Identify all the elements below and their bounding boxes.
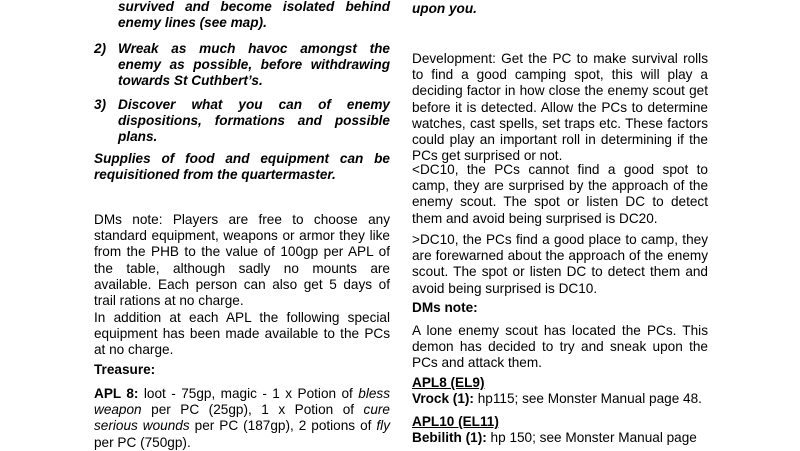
development-text: Development: Get the PC to make survival rolls to find a good camping spot, this will play a deciding factor in how close the enemy scout get before it is detected. Allow the PCs to determine watches, cast spells, set traps etc. These factors could play an important roll in determining if the PCs get surprised or not.: [412, 51, 708, 164]
apl8-heading: APL8 (EL9): [412, 375, 485, 390]
objective-1-continuation: survived and become isolated behind enemy lines (see map).: [118, 0, 390, 31]
objective-3: [94, 97, 390, 146]
vrock-label: Vrock (1):: [412, 391, 474, 406]
apl10-heading: APL10 (EL11): [412, 414, 499, 429]
vrock-stat: Vrock (1): hp115; see Monster Manual page 48.: [412, 391, 702, 406]
special-equipment-note: In addition at each APL the following special equipment has been made available to the PCs at no charge.: [94, 310, 390, 358]
scout-text: A lone enemy scout has located the PCs. This demon has decided to try and sneak upon the PCs and attack them.: [412, 323, 708, 371]
objective-3-text: Discover what you can of enemy dispositions, formations and possible plans.: [118, 97, 390, 145]
bebilith-stat: Bebilith (1): hp 150; see Monster Manual page: [412, 430, 697, 445]
dc-above-10-text: >DC10, the PCs find a good place to camp, they are forewarned about the approach of the enemy scout. The spot or listen DC to detect them and avoid being surprised is DC10.: [412, 232, 708, 296]
objective-2-number: 2): [94, 41, 107, 56]
objective-2-text: Wreak as much havoc amongst the enemy as possible, before withdrawing towards St Cuthbert’s.: [118, 41, 390, 89]
apl8-treasure: APL 8: loot - 75gp, magic - 1 x Potion of bless weapon per PC (25gp), 1 x Potion of cure serious wounds per PC (187gp), 2 potions of fly per PC (750gp).: [94, 386, 390, 450]
objective-2: [94, 41, 390, 90]
top-continuation: upon you.: [412, 1, 477, 16]
dms-note-heading: DMs note:: [412, 300, 478, 315]
bebilith-label: Bebilith (1):: [412, 430, 487, 445]
objective-3-number: 3): [94, 97, 107, 112]
dms-note-equipment: DMs note: Players are free to choose any standard equipment, weapons or armor they like from the PHB to the value of 100gp per APL of the table, although sadly no mounts are available. Each person can also get 5 days of trail rations at no charge.: [94, 212, 390, 309]
treasure-heading: Treasure:: [94, 362, 156, 377]
supplies-note: Supplies of food and equipment can be requisitioned from the quartermaster.: [94, 151, 390, 183]
dc-below-10-text: <DC10, the PCs cannot find a good spot to camp, they are surprised by the approach of the enemy scout. The spot or listen DC to detect them and avoid being surprised is DC20.: [412, 162, 708, 226]
apl8-treasure-label: APL 8:: [94, 386, 139, 401]
